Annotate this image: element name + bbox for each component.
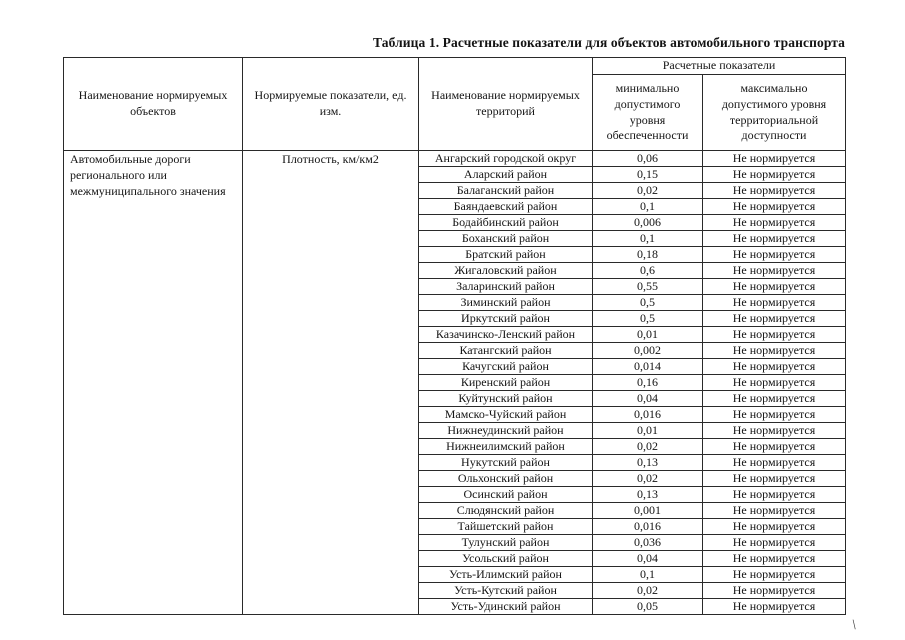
territory-cell: Усольский район [419,551,593,567]
group-header-calculated-indicators: Расчетные показатели [593,58,846,75]
min-value-cell: 0,036 [593,535,703,551]
max-value-cell: Не нормируется [703,263,846,279]
min-value-cell: 0,16 [593,375,703,391]
max-value-cell: Не нормируется [703,199,846,215]
territory-cell: Боханский район [419,231,593,247]
territory-cell: Тулунский район [419,535,593,551]
min-value-cell: 0,01 [593,327,703,343]
max-value-cell: Не нормируется [703,279,846,295]
col-header-objects: Наименование нормируемых объектов [64,58,243,151]
min-value-cell: 0,1 [593,231,703,247]
max-value-cell: Не нормируется [703,423,846,439]
min-value-cell: 0,02 [593,471,703,487]
min-value-cell: 0,05 [593,599,703,615]
max-value-cell: Не нормируется [703,535,846,551]
territory-cell: Слюдянский район [419,503,593,519]
max-value-cell: Не нормируется [703,551,846,567]
transport-indicators-table [63,57,846,615]
territory-cell: Ангарский городской округ [419,151,593,167]
max-value-cell: Не нормируется [703,455,846,471]
table-row [64,151,846,167]
territory-cell: Усть-Удинский район [419,599,593,615]
territory-cell: Нижнеилимский район [419,439,593,455]
indicator-cell: Плотность, км/км2 [243,151,419,615]
min-value-cell: 0,02 [593,183,703,199]
min-value-cell: 0,06 [593,151,703,167]
min-value-cell: 0,04 [593,391,703,407]
territory-cell: Куйтунский район [419,391,593,407]
territory-cell: Мамско-Чуйский район [419,407,593,423]
max-value-cell: Не нормируется [703,391,846,407]
max-value-cell: Не нормируется [703,327,846,343]
max-value-cell: Не нормируется [703,295,846,311]
stray-pen-mark: \ [851,617,857,634]
max-value-cell: Не нормируется [703,167,846,183]
territory-cell: Заларинский район [419,279,593,295]
min-value-cell: 0,002 [593,343,703,359]
territory-cell: Ольхонский район [419,471,593,487]
territory-cell: Бодайбинский район [419,215,593,231]
min-value-cell: 0,55 [593,279,703,295]
territory-cell: Качугский район [419,359,593,375]
min-value-cell: 0,18 [593,247,703,263]
min-value-cell: 0,014 [593,359,703,375]
territory-cell: Баяндаевский район [419,199,593,215]
territory-cell: Осинский район [419,487,593,503]
min-value-cell: 0,016 [593,407,703,423]
territory-cell: Тайшетский район [419,519,593,535]
max-value-cell: Не нормируется [703,343,846,359]
territory-cell: Усть-Илимский район [419,567,593,583]
territory-cell: Братский район [419,247,593,263]
max-value-cell: Не нормируется [703,583,846,599]
max-value-cell: Не нормируется [703,215,846,231]
table-title: Таблица 1. Расчетные показатели для объектов автомобильного транспорта [372,35,845,50]
min-value-cell: 0,5 [593,311,703,327]
table-header [64,58,846,151]
col-header-max-level: максимально допустимого уровня территориальной доступности [703,75,846,151]
min-value-cell: 0,016 [593,519,703,535]
max-value-cell: Не нормируется [703,471,846,487]
max-value-cell: Не нормируется [703,247,846,263]
min-value-cell: 0,01 [593,423,703,439]
territory-cell: Нукутский район [419,455,593,471]
territory-cell: Киренский район [419,375,593,391]
min-value-cell: 0,02 [593,439,703,455]
max-value-cell: Не нормируется [703,519,846,535]
territory-cell: Жигаловский район [419,263,593,279]
min-value-cell: 0,13 [593,487,703,503]
territory-cell: Казачинско-Ленский район [419,327,593,343]
table-body [64,151,846,615]
max-value-cell: Не нормируется [703,407,846,423]
min-value-cell: 0,02 [593,583,703,599]
max-value-cell: Не нормируется [703,311,846,327]
min-value-cell: 0,1 [593,567,703,583]
territory-cell: Иркутский район [419,311,593,327]
col-header-min-level: минимально допустимого уровня обеспеченности [593,75,703,151]
object-name-cell: Автомобильные дороги регионального или межмуниципального значения [64,151,243,615]
max-value-cell: Не нормируется [703,183,846,199]
max-value-cell: Не нормируется [703,439,846,455]
min-value-cell: 0,13 [593,455,703,471]
territory-cell: Нижнеудинский район [419,423,593,439]
max-value-cell: Не нормируется [703,375,846,391]
min-value-cell: 0,001 [593,503,703,519]
min-value-cell: 0,5 [593,295,703,311]
col-header-indicators: Нормируемые показатели, ед. изм. [243,58,419,151]
territory-cell: Катангский район [419,343,593,359]
territory-cell: Балаганский район [419,183,593,199]
col-header-territories: Наименование нормируемых территорий [419,58,593,151]
min-value-cell: 0,04 [593,551,703,567]
min-value-cell: 0,1 [593,199,703,215]
territory-cell: Зиминский район [419,295,593,311]
min-value-cell: 0,006 [593,215,703,231]
max-value-cell: Не нормируется [703,359,846,375]
max-value-cell: Не нормируется [703,231,846,247]
max-value-cell: Не нормируется [703,151,846,167]
territory-cell: Усть-Кутский район [419,583,593,599]
max-value-cell: Не нормируется [703,599,846,615]
max-value-cell: Не нормируется [703,487,846,503]
max-value-cell: Не нормируется [703,567,846,583]
min-value-cell: 0,6 [593,263,703,279]
header-row-group [64,58,846,75]
max-value-cell: Не нормируется [703,503,846,519]
territory-cell: Аларский район [419,167,593,183]
min-value-cell: 0,15 [593,167,703,183]
